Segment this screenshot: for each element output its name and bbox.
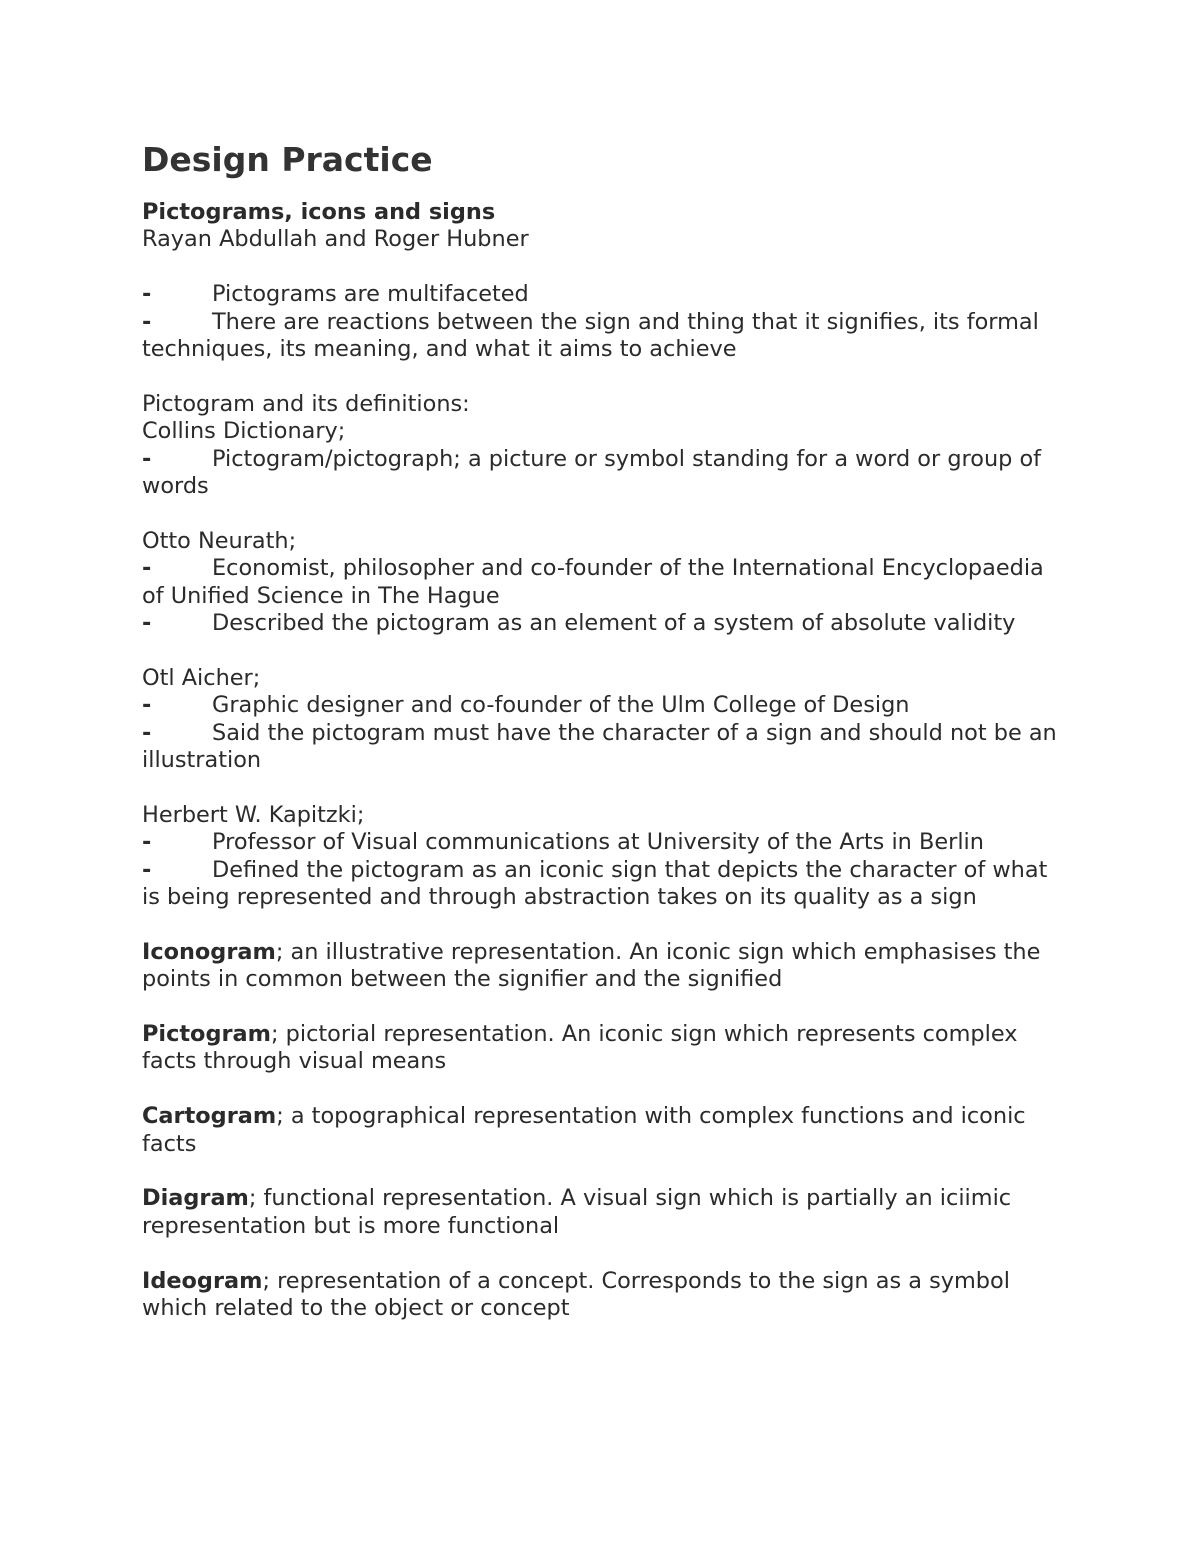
bullet-dash: - [142,856,152,883]
bullet-item [142,857,1072,912]
bullet-dash: - [142,692,152,719]
spacer [142,500,1072,527]
bullet-text: Said the pictogram must have the character of a sign and should not be an illustration [142,719,1057,774]
bullet-text: Pictograms are multifaceted [212,281,529,308]
spacer [142,1076,1072,1103]
bullet-text: Economist, philosopher and co-founder of the International Encyclopaedia of Unified Science in The Hague [142,555,1044,609]
bullet-text: Described the pictogram as an element of a system of absolute validity [212,610,1016,637]
source-name: Collins Dictionary; [142,418,346,445]
bullet-text: Graphic designer and co-founder of the Ulm College of Design [212,692,910,719]
bullet-item [142,610,1072,637]
bullet-item [142,446,1072,501]
spacer [142,1158,1072,1185]
bullet-item [142,692,1072,719]
document-page [142,138,1072,1323]
term-text: ; representation of a concept. Corresponds to the sign as a symbol which related to the object or concept [142,1267,1010,1322]
term-name: Diagram [142,1185,249,1212]
bullet-text: Professor of Visual communications at University of the Arts in Berlin [212,829,984,856]
bullet-dash: - [142,308,152,335]
term-definition [142,1103,1072,1158]
spacer [142,774,1072,801]
bullet-dash: - [142,719,152,746]
term-name: Ideogram [142,1267,263,1294]
bullet-dash: - [142,281,152,308]
term-definition [142,1021,1072,1076]
definitions-heading: Pictogram and its definitions: [142,390,470,417]
bullet-item [142,281,1072,308]
bullet-item [142,309,1072,364]
term-text: ; pictorial representation. An iconic sign which represents complex facts through visual means [142,1021,1018,1075]
source-name: Otto Neurath; [142,527,297,554]
term-definition [142,1268,1072,1323]
section-subtitle: Pictograms, icons and signs [142,199,496,225]
spacer [142,363,1072,390]
bullet-text: There are reactions between the sign and thing that it signifies, its formal techniques, its meaning, and what it aims to achieve [142,308,1039,363]
term-name: Iconogram [142,938,276,965]
bullet-text: Defined the pictogram as an iconic sign that depicts the character of what is being represented and through abstraction takes on its quality as a sign [142,856,1048,911]
term-definition [142,1185,1072,1240]
term-definition [142,939,1072,994]
bullet-text: Pictogram/pictograph; a picture or symbol standing for a word or group of words [142,445,1042,500]
term-text: ; functional representation. A visual sign which is partially an iciimic representation but is more functional [142,1185,1012,1239]
spacer [142,637,1072,664]
spacer [142,911,1072,938]
spacer [142,254,1072,281]
document-title: Design Practice [142,140,433,179]
spacer [142,1240,1072,1267]
bullet-dash: - [142,610,152,637]
term-name: Cartogram [142,1103,277,1130]
bullet-dash: - [142,555,152,582]
authors-line: Rayan Abdullah and Roger Hubner [142,226,529,253]
source-name: Herbert W. Kapitzki; [142,801,365,828]
term-name: Pictogram [142,1021,271,1048]
term-text: ; a topographical representation with complex functions and iconic facts [142,1103,1026,1157]
spacer [142,994,1072,1021]
bullet-dash: - [142,829,152,856]
term-text: ; an illustrative representation. An iconic sign which emphasises the points in common between the signifier and the signified [142,938,1041,993]
source-name: Otl Aicher; [142,664,261,691]
bullet-dash: - [142,445,152,472]
bullet-item [142,555,1072,610]
bullet-item [142,720,1072,775]
bullet-item [142,829,1072,856]
